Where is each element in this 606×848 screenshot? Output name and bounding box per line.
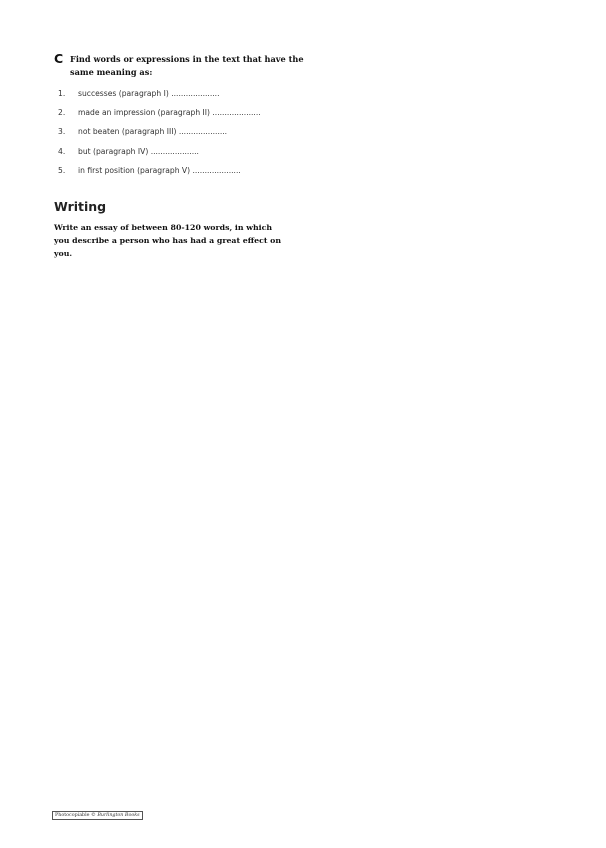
- writing-section: [54, 199, 294, 260]
- copyright-prefix: Photocopiable ©: [55, 813, 98, 818]
- exercise-c-header: [54, 53, 304, 79]
- exercise-instruction: Find words or expressions in the text that have the same meaning as:: [70, 54, 304, 77]
- item-number: 4.: [58, 146, 66, 156]
- publisher-name: Burlington Books: [97, 813, 140, 818]
- list-item: [54, 165, 304, 184]
- exercise-list: [54, 88, 304, 184]
- item-text: but (paragraph IV) ....................: [78, 146, 199, 156]
- list-item: [54, 146, 304, 165]
- list-item: [54, 126, 304, 145]
- copyright-footer: [52, 811, 143, 820]
- item-text: not beaten (paragraph III) ....................: [78, 127, 228, 137]
- exercise-letter: C: [54, 51, 64, 66]
- item-number: 5.: [58, 165, 66, 175]
- item-text: successes (paragraph I) ....................: [78, 89, 220, 98]
- section-title: Writing: [54, 199, 107, 214]
- item-text: made an impression (paragraph II) ....................: [78, 108, 261, 118]
- item-number: 3.: [58, 127, 66, 137]
- item-number: 1.: [58, 89, 66, 98]
- list-item: [54, 107, 304, 126]
- item-text: in first position (paragraph V) ....................: [78, 165, 241, 175]
- writing-instruction: Write an essay of between 80-120 words, in which you describe a person who has had a great effect on you.: [54, 223, 282, 258]
- item-number: 2.: [58, 108, 66, 118]
- list-item: [54, 88, 304, 107]
- exercise-c: [54, 53, 304, 184]
